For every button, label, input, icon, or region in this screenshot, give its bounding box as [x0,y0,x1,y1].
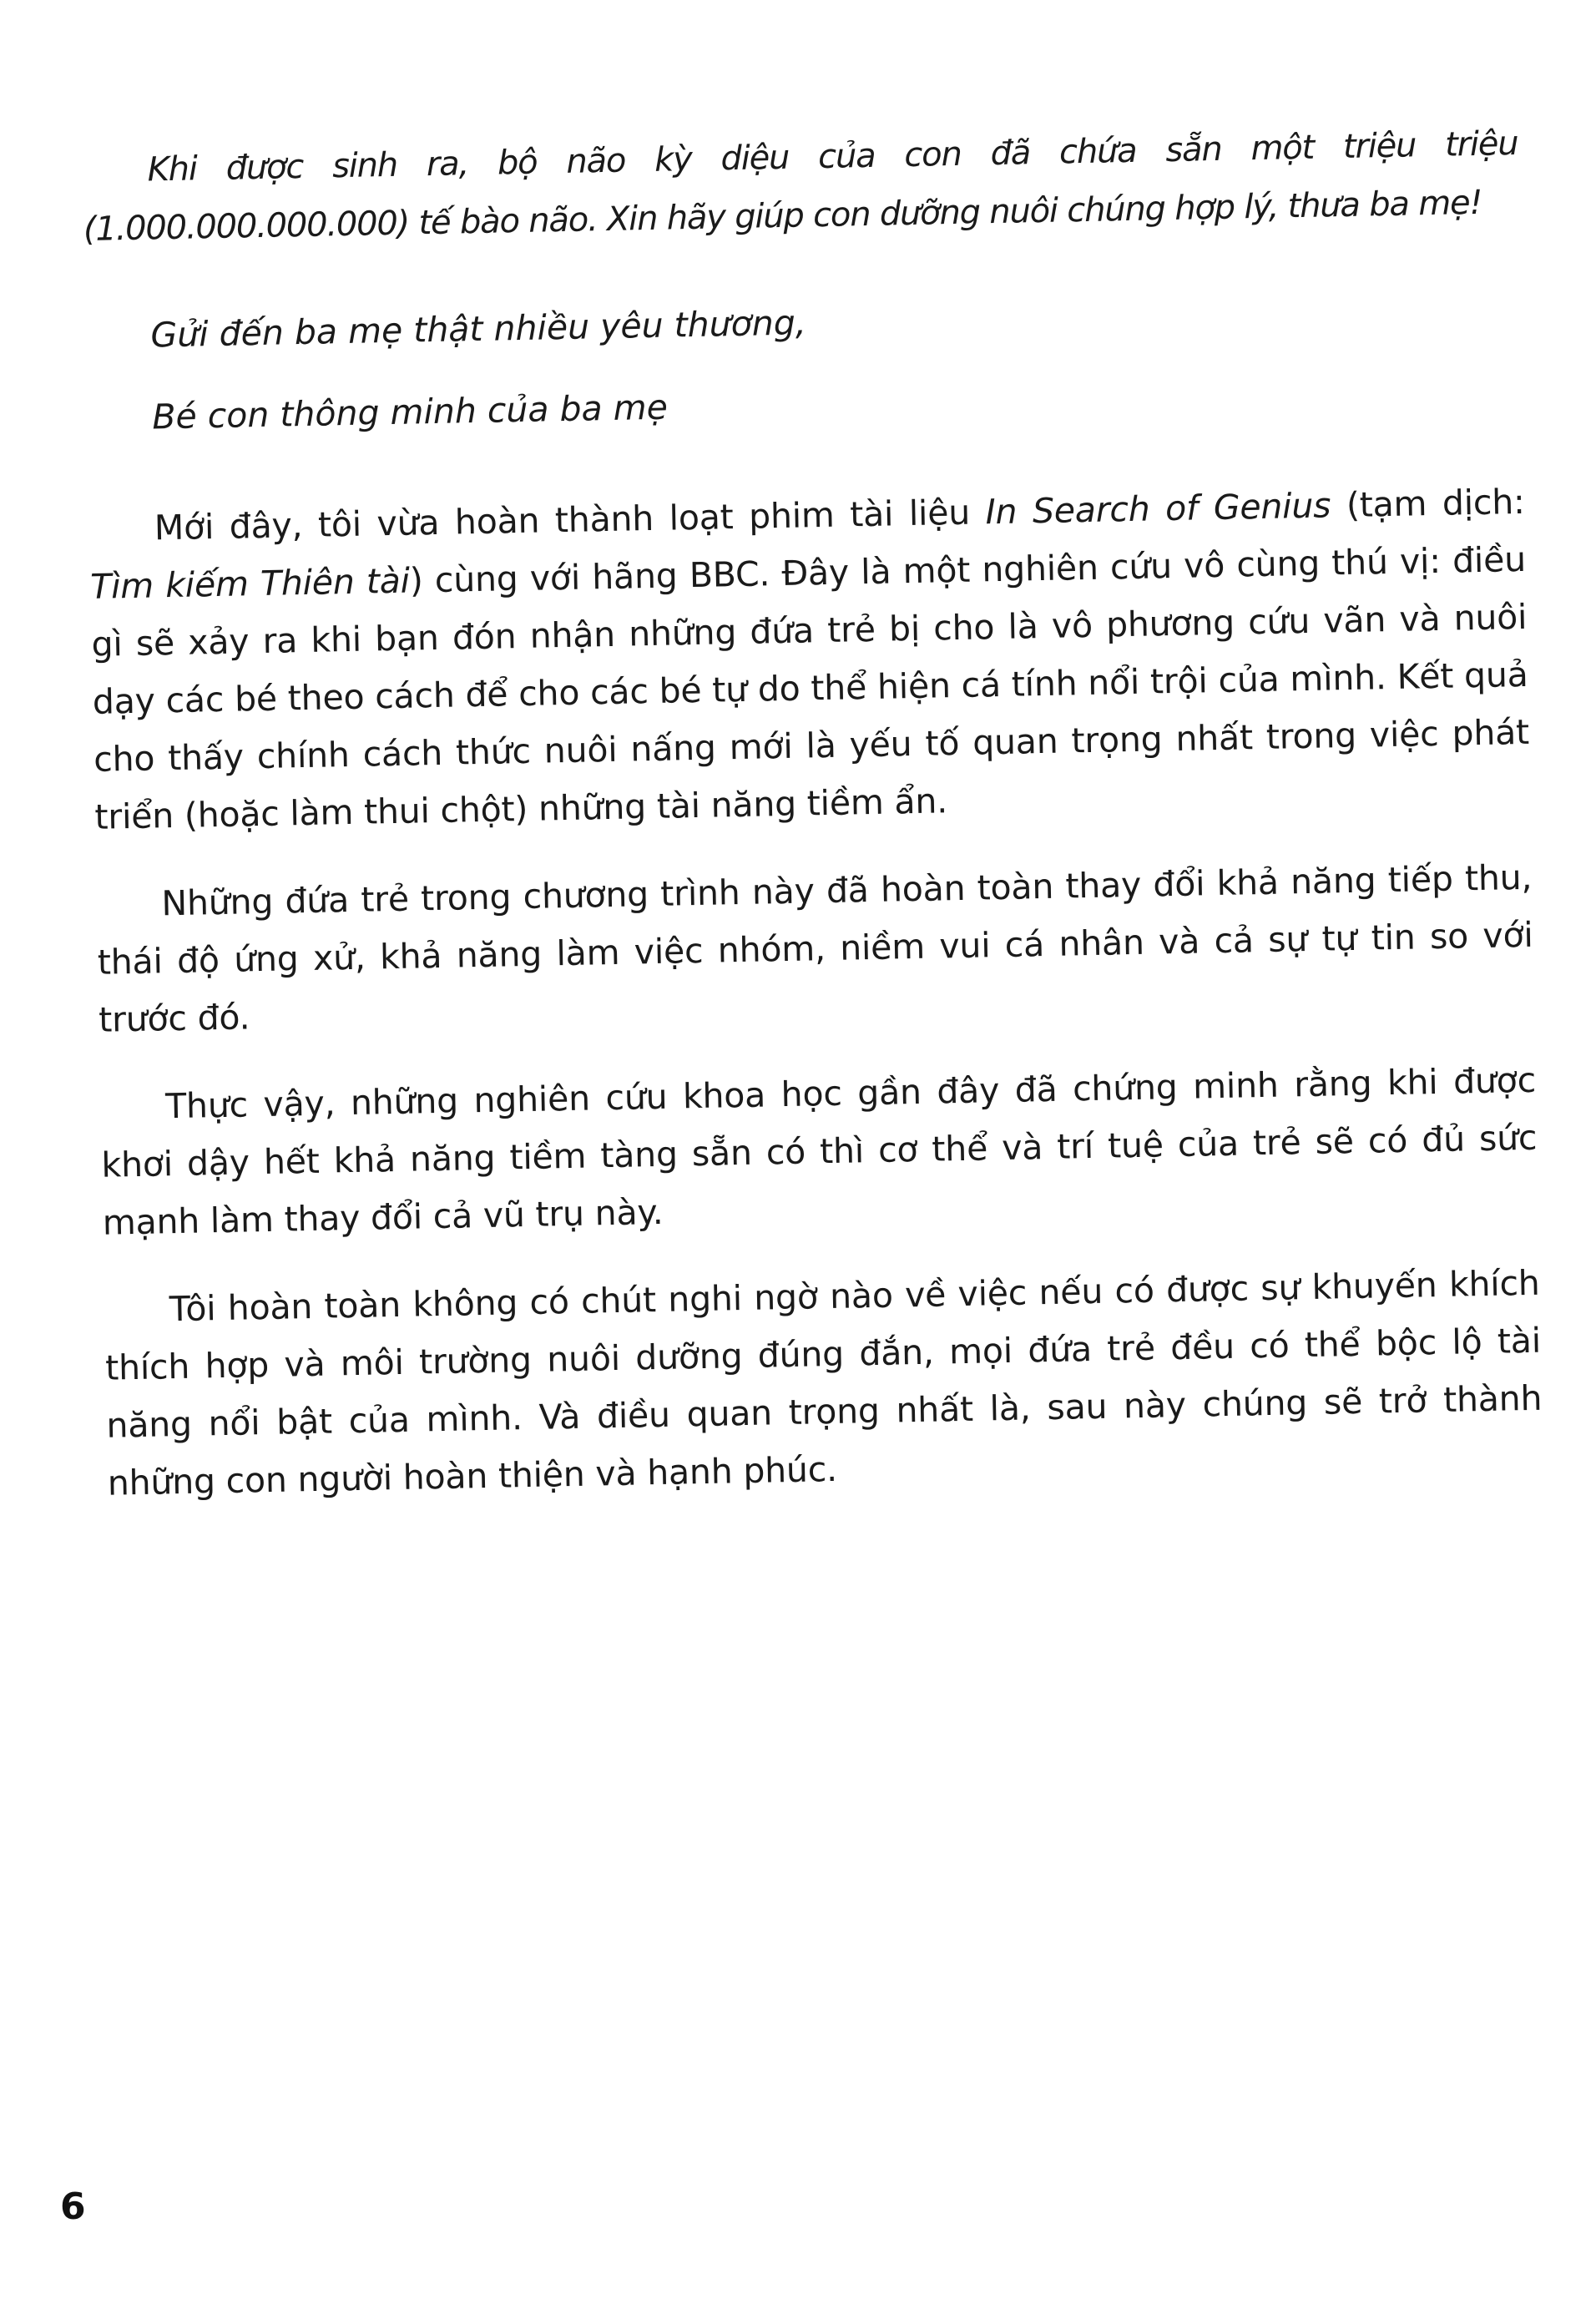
paragraph-documentary-lead: Mới đây, tôi vừa hoàn thành loạt phim tài liệu [154,492,987,548]
documentary-title: In Search of Genius [985,485,1331,533]
documentary-title-translation: Tìm kiếm Thiên tài [89,560,411,607]
page-content [82,114,1543,1513]
paragraph-documentary-paren: (tạm dịch: [1330,481,1526,526]
letter-intro: Khi được sinh ra, bộ não kỳ diệu của con đã chứa sẵn một triệu triệu (1.000.000.000.000) tế bào não. Xin hãy giúp con dưỡng nuôi chúng hợp lý, thưa ba mẹ! [83,124,1518,249]
paragraph-research: Thực vậy, những nghiên cứu khoa học gần đây đã chứng minh rằng khi được khơi dậy hết khả năng tiềm tàng sẵn có thì cơ thể và trí tuệ của trẻ sẽ có đủ sức mạnh làm thay đổi cả vũ trụ này. [101,1059,1538,1243]
closing-signature: Bé con thông minh của ba mẹ [151,387,669,437]
paragraph-documentary [88,473,1531,846]
page-number: 6 [60,2185,86,2228]
letter-closing [85,268,1523,459]
paragraph-documentary-rest: ) cùng với hãng BBC. Đây là một nghiên cứu vô cùng thú vị: điều gì sẽ xảy ra khi bạn đón nhận những đứa trẻ bị cho là vô phương cứu vãn và nuôi dạy các bé theo cách để cho các bé tự do thể hiện cá tính nổi trội của mình. Kết quả cho thấy chính cách thức nuôi nấng mới là yếu tố quan trọng nhất trong việc phát triển (hoặc làm thui chột) những tài năng tiềm ẩn. [91,538,1530,837]
closing-greeting: Gửi đến ba mẹ thật nhiều yêu thương, [149,302,807,356]
paragraph-children-change: Những đứa trẻ trong chương trình này đã hoàn toàn thay đổi khả năng tiếp thu, thái độ ứng xử, khả năng làm việc nhóm, niềm vui cá nhân và cả sự tự tin so với trước đó. [97,856,1534,1040]
paragraph-conclusion: Tôi hoàn toàn không có chút nghi ngờ nào về việc nếu có được sự khuyến khích thích hợp và môi trường nuôi dưỡng đúng đắn, mọi đứa trẻ đều có thể bộc lộ tài năng nổi bật của mình. Và điều quan trọng nhất là, sau này chúng sẽ trở thành những con người hoàn thiện và hạnh phúc. [104,1262,1543,1503]
